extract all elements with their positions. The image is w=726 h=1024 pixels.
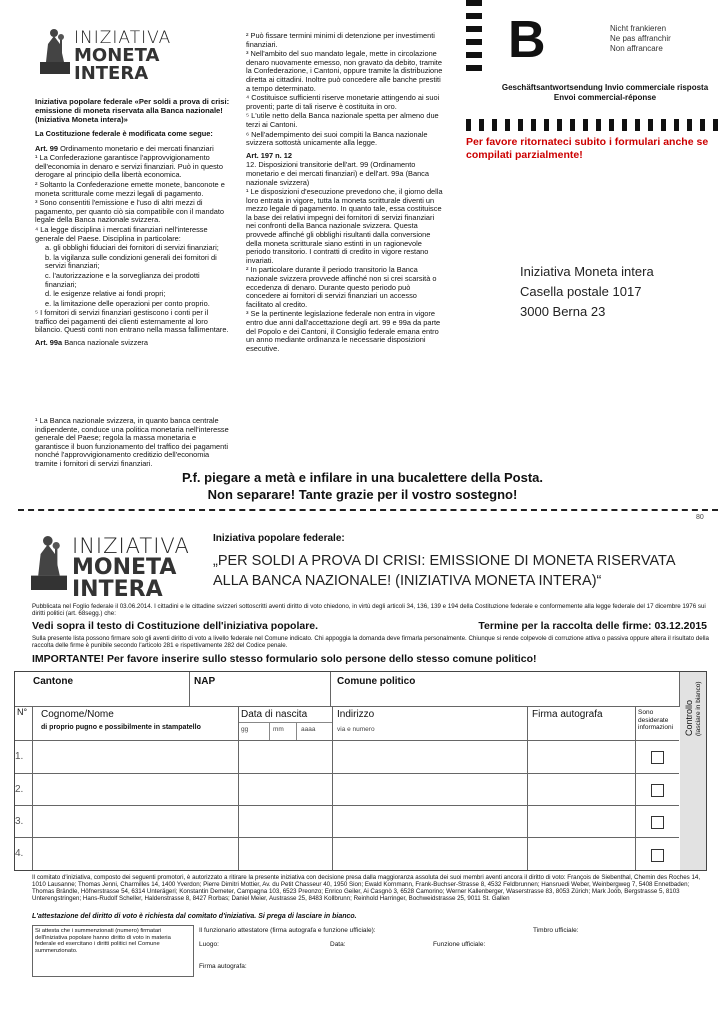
controllo-label [684, 681, 704, 736]
signature-label[interactable]: Firma autografa: [199, 963, 247, 970]
art99-p3: ³ Sono consentiti l'emissione e l'uso di altri mezzi di pagamento, per quanto ciò sia compatibile con il mandato legale della Banca nazionale svizzera. [35, 198, 224, 225]
art99-p2: ² Soltanto la Confederazione emette monete, banconote e moneta scritturale come mezzi legali di pagamento. [35, 179, 225, 198]
form-title [213, 551, 718, 591]
art99-e: e. la limitazione delle operazioni per conto proprio. [45, 298, 210, 308]
art99a-title: Banca nazionale svizzera [64, 338, 148, 348]
logo-line1: INIZIATIVA [74, 28, 172, 48]
art99-p1: ¹ La Confederazione garantisce l'approvvigionamento dell'economia in denaro e servizi finanziari. Può in questo derogare al principio della libertà economica. [35, 153, 223, 180]
postage-note [610, 24, 671, 54]
address-line2: Casella postale 1017 [520, 284, 642, 299]
controllo-note: (lasciare in bianco) [695, 681, 702, 736]
important-note: IMPORTANTE! Per favore inserire sullo stesso formulario solo persone dello stesso comune politico! [32, 653, 537, 665]
controllo-column [680, 672, 706, 870]
col-signature-label: Firma autografa [532, 709, 603, 720]
col-name [33, 707, 239, 740]
row-number: 3. [15, 806, 33, 837]
art197-p2: ² In particolare durante il periodo transitorio la Banca nazionale svizzera provvede affinché non si crei scarsità o eccedenza di denaro. Durante questo periodo può concedere ai fornitori di servizi finanziari un accesso facilitato al credito. [246, 265, 437, 309]
art197-intro: 12. Disposizioni transitorie dell'art. 99 (Ordinamento monetario e dei mercati finanziari) e dell'art. 99a (Banca nazionale svizzera) [246, 160, 429, 187]
art99a-label: Art. 99a [35, 338, 63, 348]
postage-de: Nicht frankieren [610, 24, 667, 33]
place-label[interactable]: Luogo: [199, 941, 219, 948]
col-date [239, 707, 333, 740]
table-row[interactable] [15, 838, 679, 870]
cut-line [18, 509, 718, 511]
form-logo [28, 530, 190, 602]
art99a-p5: ⁵ L'utile netto della Banca nazionale spetta per almeno due terzi ai Cantoni. [246, 111, 439, 129]
postage-fr: Ne pas affranchir [610, 34, 671, 43]
col-address [333, 707, 528, 740]
controllo-title: Controllo [684, 699, 694, 736]
signature-table [14, 671, 707, 871]
row-number: 4. [15, 838, 33, 870]
return-address [520, 262, 654, 322]
row-number: 2. [15, 774, 33, 805]
statue-icon [28, 530, 70, 590]
committee-text: Il comitato d'iniziativa, composto dei seguenti promotori, è autorizzato a ritirare la presente iniziativa con decisione presa dalla maggioranza assoluta dei suoi membri aventi ancora il diritto di voto: François de Siebenthal, Chemin des Roches 14, 1010 Lausanne; Thomas Jenni, Charmilles 14, 1400 Yverdon; Pierre Dimitri Mottier, Av. du Petit Chasseur 40, 1950 Sion; Ewald Kornmann, Frank-Buchser-Strasse 8, 4532 Feldbrunnen; Hansruedi Weber, Weinbergweg 7, 5408 Ennetbaden; Thomas Brändle, Höfnerstrasse 54, 6314 Unterägeri; Konstantin Demeter, Campagna 103, 6523 Preonzo; Enrico Geiler, Ai Casgnò 3, 6528 Camorino; Werner Kallenberger, Waserstrasse 83, 8053 Zürich; Mark Joób, Bergstrasse 5, 8103 Unterengstringen; Hans-Rudolf Scheller, Haldenstrasse 8, 8427 Rorbas; Daniel Meier, Austrasse 25, 8483 Kollbrunn; Reinhold Harringer, Bochweidstrasse 25, 9011 St. Gallen [32, 874, 701, 902]
art99a-p6: ⁶ Nell'adempimento dei suoi compiti la Banca nazionale svizzera sottostà unicamente alla legge. [246, 129, 428, 148]
col-signature [528, 707, 636, 740]
col-date-mm: mm [273, 726, 284, 733]
art99-p4: ⁴ La legge disciplina i mercati finanziari nell'interesse generale del Paese. Disciplina in particolare: [35, 224, 208, 243]
table-row[interactable] [15, 774, 679, 806]
service-line1: Geschäftsantwortsendung Invio commerciale risposta [501, 83, 709, 92]
art99-d: d. le esigenze relative ai fondi propri; [45, 289, 166, 299]
legal-text: Pubblicata nel Foglio federale il 03.06.2014. I cittadini e le cittadine svizzeri sottoscritti aventi diritto di voto chiedono, in virtù degli articoli 34, 136, 139 e 194 della Costituzione federale e conformemente alla legge federale del 17 dicembre 1976 sui diritti politici (art. 68segg.) che: [32, 603, 706, 617]
col-date-label: Data di nascita [241, 709, 308, 720]
postage-it: Non affrancare [610, 44, 663, 53]
col-address-sub: via e numero [337, 726, 375, 733]
logo-line3: INTERA [74, 63, 149, 84]
form-kicker: Iniziativa popolare federale: [213, 533, 345, 544]
nap-field[interactable] [190, 672, 331, 707]
fold-line1: P.f. piegare a metà e infilare in una bucalettere della Posta. [181, 470, 543, 485]
art99a-p1-start [35, 416, 231, 468]
signature-rows [15, 741, 679, 870]
info-checkbox[interactable] [651, 751, 664, 764]
intro-subtitle: La Costituzione federale è modificata come segue: [35, 129, 213, 138]
art99-b: b. la vigilanza sulle condizioni generali dei fornitori di servizi finanziari; [45, 252, 217, 271]
col-date-aaaa: aaaa [301, 726, 316, 733]
certify-box [32, 925, 194, 977]
table-row[interactable] [15, 741, 679, 774]
form-code: 80 [696, 514, 704, 521]
official-label: Il funzionario attestatore (firma autografa e funzione ufficiale): [199, 927, 376, 934]
form-logo-line3: INTERA [72, 577, 163, 602]
cantone-field[interactable] [15, 672, 190, 707]
logo-line2: MONETA [74, 45, 160, 66]
art99-p5: ⁵ I fornitori di servizi finanziari gestiscono i conti per il traffico dei pagamenti dei clienti esternamente al loro bilancio. Questi conti non entrano nella massa fallimentare. [35, 308, 229, 335]
barcode-vertical [466, 0, 482, 118]
stamp-label: Timbro ufficiale: [533, 927, 579, 934]
art99a-p3: ³ Nell'ambito del suo mandato legale, mette in circolazione denaro nuovamente emesso, non gravato da debito, tramite la Confederazione, i Cantoni, oppure tramite la distribuzione diretta ai cittadini. Inoltre può concedere alle banche prestiti a tempo determinato. [246, 49, 443, 93]
logo [38, 24, 172, 84]
comune-field[interactable] [331, 672, 680, 707]
fold-line2: Non separare! Tante grazie per il vostro sostegno! [207, 487, 518, 502]
form-logo-line1: INIZIATIVA [72, 534, 190, 558]
art99a-p2: ² Può fissare termini minimi di detenzione per investimenti finanziari. [246, 31, 435, 49]
cantone-label: Cantone [33, 676, 73, 687]
col-date-gg: gg [241, 726, 249, 733]
form-title-line2: ALLA BANCA NAZIONALE! (INIZIATIVA MONETA INTERA)“ [213, 573, 602, 589]
nap-label: NAP [194, 676, 216, 687]
col-address-label: Indirizzo [337, 709, 375, 720]
warning-text: Sulla presente lista possono firmare solo gli aventi diritto di voto a livello federale nel Comune indicato. Chi appoggia la domanda deve firmarla personalmente. Chiunque si rende colpevole di corruzione attiva o passiva oppure altera il risultato della raccolta delle firme è punibile secondo l'articolo 281 e rispettivamente 282 del Codice penale. [32, 635, 709, 649]
art197-p1: ¹ Le disposizioni d'esecuzione prevedono che, il giorno della loro entrata in vigore, tutta la moneta scritturale diventi un mezzo legale di pagamento. In quanto tale, essa costituisce la base dei relativi impegni dei fornitori di servizi finanziari nei confronti della Banca nazionale svizzera. Questa provvede affinché gli obblighi risultanti dalla conversione della moneta scritturale siano estinti in un ragionevole periodo transitorio. I contratti di credito in vigore restano invariati. [246, 187, 443, 265]
column-headers [15, 707, 679, 741]
col-name-sub: di proprio pugno e possibilmente in stampatello [41, 724, 201, 731]
barcode-horizontal [466, 118, 726, 130]
art197-p3: ³ Se la pertinente legislazione federale non entra in vigore entro due anni dall'accettazione degli art. 99 e 99a da parte del Popolo e dei Cantoni, il Consiglio federale emana entro un anno mediante ordinanza le necessarie disposizioni esecutive. [246, 309, 441, 353]
left-column [35, 97, 231, 349]
deadline: Termine per la raccolta delle firme: 03.12.2015 [478, 620, 707, 632]
art99-title: Ordinamento monetario e dei mercati finanziari [60, 143, 214, 153]
fold-instructions [0, 469, 725, 503]
col-name-label: Cognome/Nome [41, 709, 114, 720]
art197-label: Art. 197 n. 12 [246, 150, 293, 160]
certify-text: Si attesta che i summenzionati (numero) firmatari dell'iniziativa popolare hanno diritto di voto in materia federale ed esercitano i diritti politici nel Comune summenzionato. [35, 928, 171, 954]
address-line1: Iniziativa Moneta intera [520, 264, 654, 279]
date-label[interactable]: Data: [330, 941, 346, 948]
info-checkbox[interactable] [651, 816, 664, 829]
comune-label: Comune politico [337, 676, 416, 687]
art99-c: c. l'autorizzazione e la sorveglianza dei prodotti finanziari; [45, 270, 200, 289]
col-info [636, 707, 679, 740]
info-checkbox[interactable] [651, 849, 664, 862]
form-title-line1: „PER SOLDI A PROVA DI CRISI: EMISSIONE DI MONETA RISERVATA [213, 553, 676, 569]
service-type [490, 83, 720, 103]
col-info-label: Sono desiderate informazioni [638, 709, 674, 731]
see-text: Vedi sopra il testo di Costituzione dell'iniziativa popolare. [32, 620, 319, 632]
info-checkbox[interactable] [651, 784, 664, 797]
statue-icon [38, 24, 72, 74]
postal-class-letter: B [508, 11, 546, 69]
attestation-note: L'attestazione del diritto di voto è richiesta dal comitato d'iniziativa. Si prega di lasciare in bianco. [32, 913, 357, 920]
col-no [15, 707, 33, 740]
middle-column [246, 32, 443, 354]
service-line2: Envoi commercial-réponse [553, 93, 657, 102]
art99-label: Art. 99 [35, 143, 59, 153]
see-text-row [32, 620, 707, 632]
intro-title: Iniziativa popolare federale «Per soldi a prova di crisi: emissione di moneta riservata alla Banca nazionale! (Iniziativa Moneta intera)» [35, 97, 230, 124]
art99-a: a. gli obblighi fiduciari dei fornitori di servizi finanziari; [45, 243, 219, 253]
function-label[interactable]: Funzione ufficiale: [433, 941, 486, 948]
form-logo-line2: MONETA [72, 555, 177, 580]
address-line3: 3000 Berna 23 [520, 304, 606, 319]
col-no-label: N° [17, 707, 28, 717]
row-number: 1. [15, 741, 33, 773]
art99a-p1: ¹ La Banca nazionale svizzera, in quanto banca centrale indipendente, conduce una politica monetaria nell'interesse generale del Paese; regola la massa monetaria e garantisce il buon funzionamento del traffico dei pagamenti nonché l'approvvigionamento creditizio dell'economia tramite i fornitori di servizi finanziari. [35, 416, 229, 468]
art99a-p4: ⁴ Costituisce sufficienti riserve monetarie attingendo ai suoi proventi; parte di tali riserve è costituita in oro. [246, 93, 440, 111]
return-notice: Per favore ritornateci subito i formulari anche se compilati parzialmente! [466, 136, 709, 161]
table-row[interactable] [15, 806, 679, 838]
